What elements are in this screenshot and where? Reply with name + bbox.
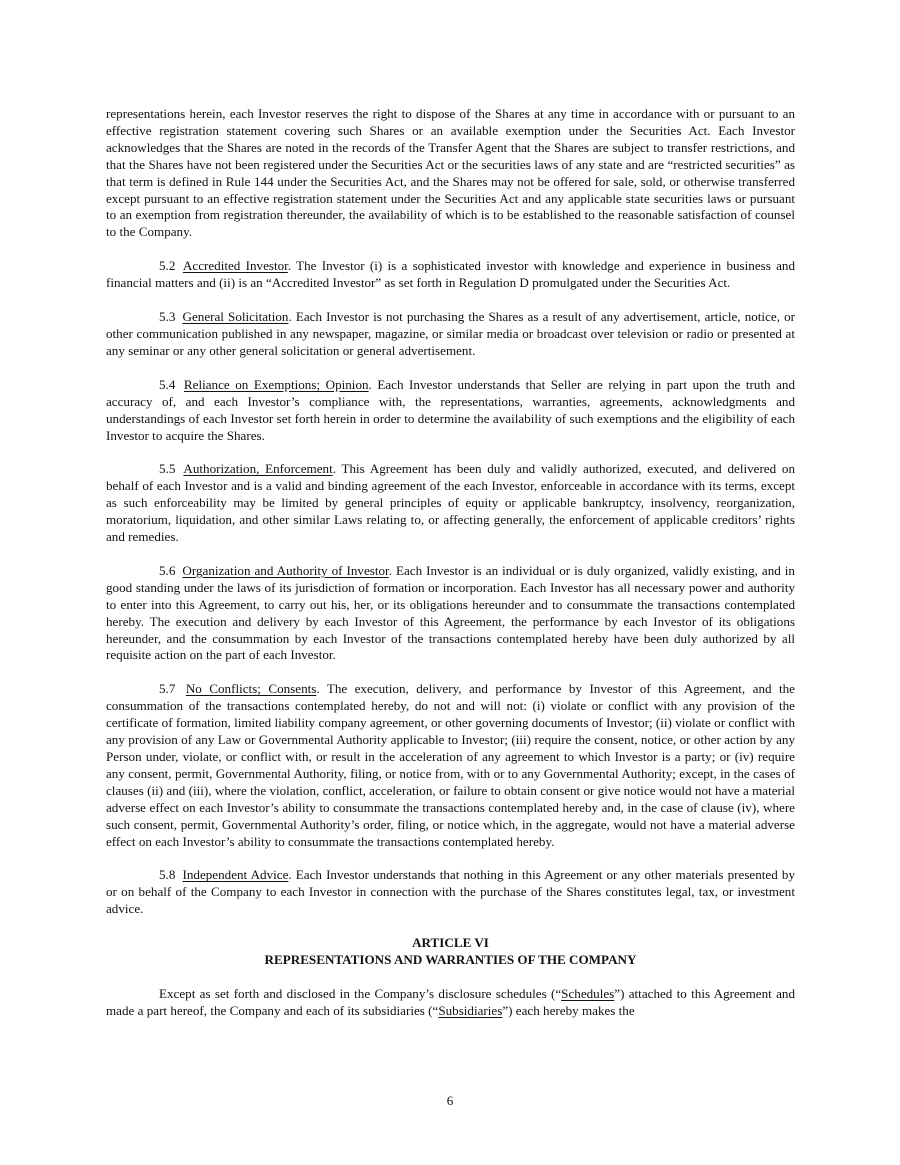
section-number: 5.6 [159,562,176,578]
page-number: 6 [446,1093,454,1108]
section-text: . The Investor (i) is a sophisticated investor with knowledge and experience in business and financial matters and (ii) is an “Accredited Investor” as set forth in Regulation D promulgated under the Securities Act. [106,258,796,291]
closing-paragraph [106,986,795,1020]
section-text: . The execution, delivery, and performance by Investor of this Agreement, and the consummation of the transactions contemplated hereby, do not and will not: (i) violate or conflict with any provision of the certificate of formation, limited liability company agreement, or other governing documents of Investor; (ii) violate or conflict with any provision of any Law or Governmental Authority applicable to Investor; (iii) require the consent, notice, or other action by any Person under, violate, or conflict with, or result in the acceleration of any agreement to which Investor is a party; or (iv) require any consent, permit, Governmental Authority, filing, or notice from, with or to any Governmental Authority; except, in the cases of clauses (ii) and (iii), where the violation, conflict, acceleration, or failure to obtain consent or give notice would not have a material adverse effect on each Investor’s ability to consummate the transactions contemplated hereby and, in the case of clause (iv), where such consent, permit, Governmental Authority’s order, filing, or notice which, in the aggregate, would not have a material adverse effect on each Investor’s ability to consummate the transactions contemplated hereby. [106,681,795,849]
defined-term-subsidiaries: Subsidiaries [438,1002,503,1018]
section-5-2 [106,258,795,292]
article-title: REPRESENTATIONS AND WARRANTIES OF THE COMPANY [264,952,637,968]
section-title: Organization and Authority of Investor [182,562,389,578]
section-title: Independent Advice [182,867,289,883]
section-5-5 [106,461,795,546]
section-5-7 [106,681,795,850]
section-number: 5.3 [159,309,176,325]
section-title: General Solicitation [182,309,289,325]
section-text: . Each Investor is not purchasing the Shares as a result of any advertisement, article, notice, or other communication published in any newspaper, magazine, or similar media or broadcast over television or radio or presented at any seminar or any other general solicitation or general advertisement. [106,309,795,358]
intro-paragraph: representations herein, each Investor reserves the right to dispose of the Shares at any time in accordance with or pursuant to an effective registration statement covering such Shares or an available exemption under the Securities Act. Each Investor acknowledges that the Shares are noted in the records of the Transfer Agent that the Shares are subject to transfer restrictions, and that the Shares have not been registered under the Securities Act or the securities laws of any state and are “restricted securities” as that term is defined in Rule 144 under the Securities Act, and the Shares may not be offered for sale, sold, or otherwise transferred except pursuant to an effective registration statement under the Securities Act and any applicable state securities laws or pursuant to an exemption from registration thereunder, the availability of which is to be established to the reasonable satisfaction of counsel to the Company. [106,106,795,240]
section-5-6 [106,563,795,664]
defined-term-schedules: Schedules [561,985,615,1001]
section-number: 5.7 [159,681,176,697]
closing-text-2: ”) attached to this Agreement and made a part hereof, the Company and each of its subsidiaries (“ [106,985,795,1018]
section-text: . Each Investor understands that nothing in this Agreement or any other materials presented by or on behalf of the Company to each Investor in connection with the purchase of the Shares constitutes legal, tax, or investment advice. [106,867,795,917]
section-title: Reliance on Exemptions; Opinion [183,376,369,392]
closing-text-1: Except as set forth and disclosed in the Company’s disclosure schedules (“ [159,985,562,1001]
article-heading [106,935,795,969]
section-number: 5.5 [159,461,176,477]
section-number: 5.4 [159,376,176,392]
article-number: ARTICLE VI [412,935,489,951]
section-number: 5.2 [159,258,176,274]
section-text: . Each Investor understands that Seller are relying in part upon the truth and accuracy of, and each Investor’s compliance with, the representations, warranties, agreements, acknowledgments and understandings of each Investor set forth herein in order to determine the availability of such exemptions and the eligibility of each Investor to acquire the Shares. [106,376,796,443]
section-5-8 [106,867,795,918]
section-title: Accredited Investor [182,258,288,274]
section-title: No Conflicts; Consents [185,681,317,697]
section-text: . This Agreement has been duly and validly authorized, executed, and delivered on behalf of each Investor and is a valid and binding agreement of the each Investor, enforceable in accordance with its terms, except as such enforceability may be limited by general principles of equity or applicable bankruptcy, insolvency, reorganization, moratorium, liquidation, and other similar Laws relating to, or affecting generally, the enforcement of applicable creditors’ rights and remedies. [106,461,795,545]
section-5-3 [106,309,795,360]
document-page [106,106,795,1037]
section-title: Authorization, Enforcement [183,461,333,477]
section-number: 5.8 [159,867,176,883]
section-5-4 [106,377,795,445]
section-text: . Each Investor is an individual or is duly organized, validly existing, and in good standing under the laws of its jurisdiction of formation or incorporation. Each Investor has all necessary power and authority to enter into this Agreement, to carry out his, her, or its obligations hereunder and to consummate the transactions contemplated hereby. The execution and delivery by each Investor of this Agreement, the performance by each Investor of its obligations hereunder, and the consummation by each Investor of the transactions contemplated hereby have been duly authorized by all requisite action on the part of each Investor. [106,562,795,663]
closing-text-3: ”) each hereby makes the [502,1002,635,1018]
